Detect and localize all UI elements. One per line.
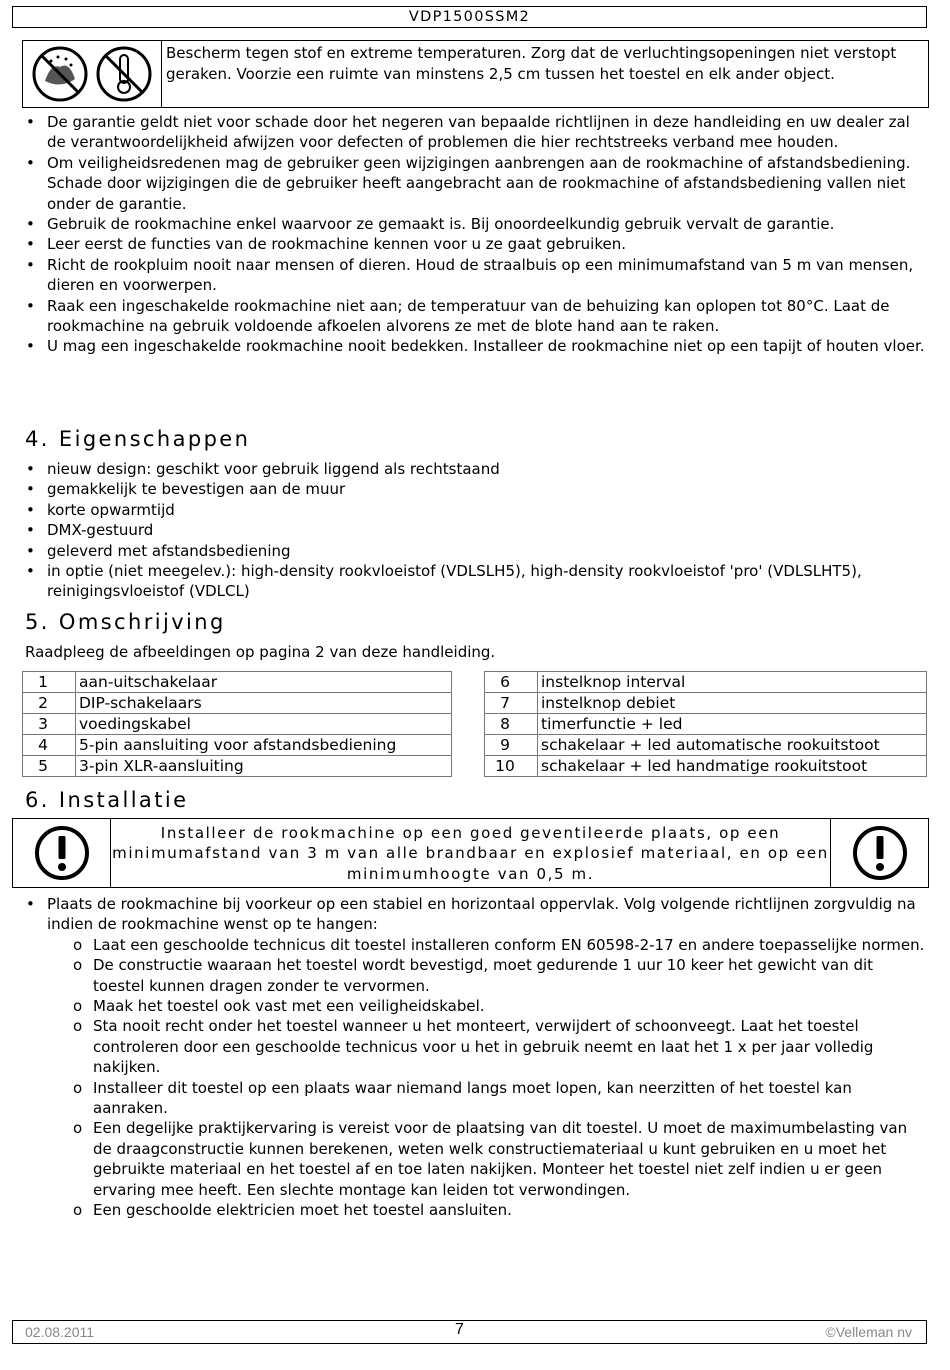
part-label: timerfunctie + led (538, 714, 927, 735)
part-number: 1 (23, 672, 76, 693)
document-title: VDP1500SSM2 (408, 9, 531, 25)
list-item: • Raak een ingeschakelde rookmachine niet aan; de temperatuur van de behuizing kan oplopen tot 80°C. Laat de rookmachine na gebruik voldoende afkoelen alvorens ze met de blote hand aan te raken. (22, 296, 927, 337)
list-item: • U mag een ingeschakelde rookmachine nooit bedekken. Installeer de rookmachine niet op een tapijt of houten vloer. (22, 336, 927, 356)
part-number: 6 (485, 672, 538, 693)
table-row (23, 756, 452, 777)
section-heading-description: 5. Omschrijving (25, 610, 226, 634)
list-item: • Om veiligheidsredenen mag de gebruiker geen wijzigingen aanbrengen aan de rookmachine of afstandsbediening. Schade door wijzigingen die de gebruiker heeft aangebracht aan de rookmachine of afstandsbediening vallen niet onder de garantie. (22, 153, 927, 214)
no-extreme-temperature-icon (95, 45, 153, 103)
sub-list-item: o Maak het toestel ook vast met een veiligheidskabel. (47, 996, 927, 1016)
document-header (12, 6, 927, 28)
safety-list (22, 112, 927, 357)
part-label: aan-uitschakelaar (76, 672, 452, 693)
sub-list-item: o Een geschoolde elektricien moet het toestel aansluiten. (47, 1200, 927, 1220)
part-number: 4 (23, 735, 76, 756)
part-label: schakelaar + led handmatige rookuitstoot (538, 756, 927, 777)
installation-sublist (47, 935, 927, 1221)
list-item: • korte opwarmtijd (22, 500, 927, 520)
list-item: • gemakkelijk te bevestigen aan de muur (22, 479, 927, 499)
table-row (23, 693, 452, 714)
parts-table-left (22, 671, 452, 777)
footer-date: 02.08.2011 (25, 1324, 95, 1340)
features-list (22, 459, 927, 602)
list-item: • geleverd met afstandsbediening (22, 541, 927, 561)
part-number: 10 (485, 756, 538, 777)
sub-list-item: o Sta nooit recht onder het toestel wanneer u het monteert, verwijdert of schoonveegt. Laat het toestel controleren door een geschoolde technicus voor u het in gebruik neemt en laat het 1 x per jaar volledig nakijken. (47, 1016, 927, 1077)
description-intro: Raadpleeg de afbeeldingen op pagina 2 van deze handleiding. (25, 643, 496, 661)
list-item: • DMX-gestuurd (22, 520, 927, 540)
part-label: 5-pin aansluiting voor afstandsbediening (76, 735, 452, 756)
page-number: 7 (455, 1321, 464, 1338)
document-footer (12, 1320, 927, 1344)
part-label: instelknop debiet (538, 693, 927, 714)
part-label: voedingskabel (76, 714, 452, 735)
table-row (485, 672, 927, 693)
sub-list-item: o Een degelijke praktijkervaring is vereist voor de plaatsing van dit toestel. U moet de maximumbelasting van de draagconstructie kunnen berekenen, weten welk constructiemateriaal u kunt gebruiken en u moet het gebruikte materiaal en het toestel af en toe laten nakijken. Monteer het toestel niet zelf indien u er geen ervaring mee heeft. Een slechte montage kan leiden tot verwondingen. (47, 1118, 927, 1200)
notice-icons (23, 41, 162, 107)
list-item (22, 894, 927, 1221)
part-number: 8 (485, 714, 538, 735)
list-item: • Gebruik de rookmachine enkel waarvoor ze gemaakt is. Bij onoordeelkundig gebruik vervalt de garantie. (22, 214, 927, 234)
list-item: • Leer eerst de functies van de rookmachine kennen voor u ze gaat gebruiken. (22, 234, 927, 254)
warning-icon-right-cell (830, 819, 928, 887)
installation-warning (12, 818, 929, 888)
warning-text: Installeer de rookmachine op een goed geventileerde plaats, op een minimumafstand van 3 m van alle brandbaar en explosief materiaal, en op een minimumhoogte van 0,5 m. (112, 824, 829, 883)
part-label: schakelaar + led automatische rookuitstoot (538, 735, 927, 756)
list-item: • De garantie geldt niet voor schade door het negeren van bepaalde richtlijnen in deze handleiding en uw dealer zal de verantwoordelijkheid afwijzen voor defecten of problemen die hier rechtstreeks verband mee houden. (22, 112, 927, 153)
part-number: 5 (23, 756, 76, 777)
sub-list-item: o Laat een geschoolde technicus dit toestel installeren conform EN 60598-2-17 en andere toepasselijke normen. (47, 935, 927, 955)
part-number: 9 (485, 735, 538, 756)
section-heading-installation: 6. Installatie (25, 788, 189, 812)
list-item: • in optie (niet meegelev.): high-density rookvloeistof (VDLSLH5), high-density rookvloeistof 'pro' (VDLSLHT5), reinigingsvloeistof (VDLCL) (22, 561, 927, 602)
sub-list-item: o Installeer dit toestel op een plaats waar niemand langs moet lopen, kan neerzitten of het toestel kan aanraken. (47, 1078, 927, 1119)
exclamation-icon (34, 825, 90, 881)
table-row (485, 756, 927, 777)
no-dust-icon (31, 45, 89, 103)
parts-table-right (484, 671, 927, 777)
table-row (23, 714, 452, 735)
table-row (23, 735, 452, 756)
part-label: DIP-schakelaars (76, 693, 452, 714)
part-label: instelknop interval (538, 672, 927, 693)
table-row (485, 693, 927, 714)
part-number: 3 (23, 714, 76, 735)
list-item: • Richt de rookpluim nooit naar mensen of dieren. Houd de straalbuis op een minimumafstand van 5 m van mensen, dieren en voorwerpen. (22, 255, 927, 296)
footer-copyright: ©Velleman nv (825, 1324, 912, 1340)
notice-text: Bescherm tegen stof en extreme temperaturen. Zorg dat de verluchtingsopeningen niet verstopt geraken. Voorzie een ruimte van minstens 2,5 cm tussen het toestel en elk ander object. (166, 44, 897, 83)
section-heading-features: 4. Eigenschappen (25, 427, 251, 451)
table-row (485, 735, 927, 756)
sub-list-item: o De constructie waaraan het toestel wordt bevestigd, moet gedurende 1 uur 10 keer het gewicht van dit toestel kunnen dragen zonder te vervormen. (47, 955, 927, 996)
list-item: • nieuw design: geschikt voor gebruik liggend als rechtstaand (22, 459, 927, 479)
part-number: 2 (23, 693, 76, 714)
exclamation-icon (852, 825, 908, 881)
warning-icon-left-cell (13, 819, 111, 887)
installation-bullet-text: Plaats de rookmachine bij voorkeur op een stabiel en horizontaal oppervlak. Volg volgende richtlijnen zorgvuldig na indien de rookmachine wenst op te hangen: (47, 895, 916, 934)
table-row (485, 714, 927, 735)
installation-list (22, 894, 927, 1221)
environment-notice (22, 40, 929, 108)
part-number: 7 (485, 693, 538, 714)
part-label: 3-pin XLR-aansluiting (76, 756, 452, 777)
table-row (23, 672, 452, 693)
